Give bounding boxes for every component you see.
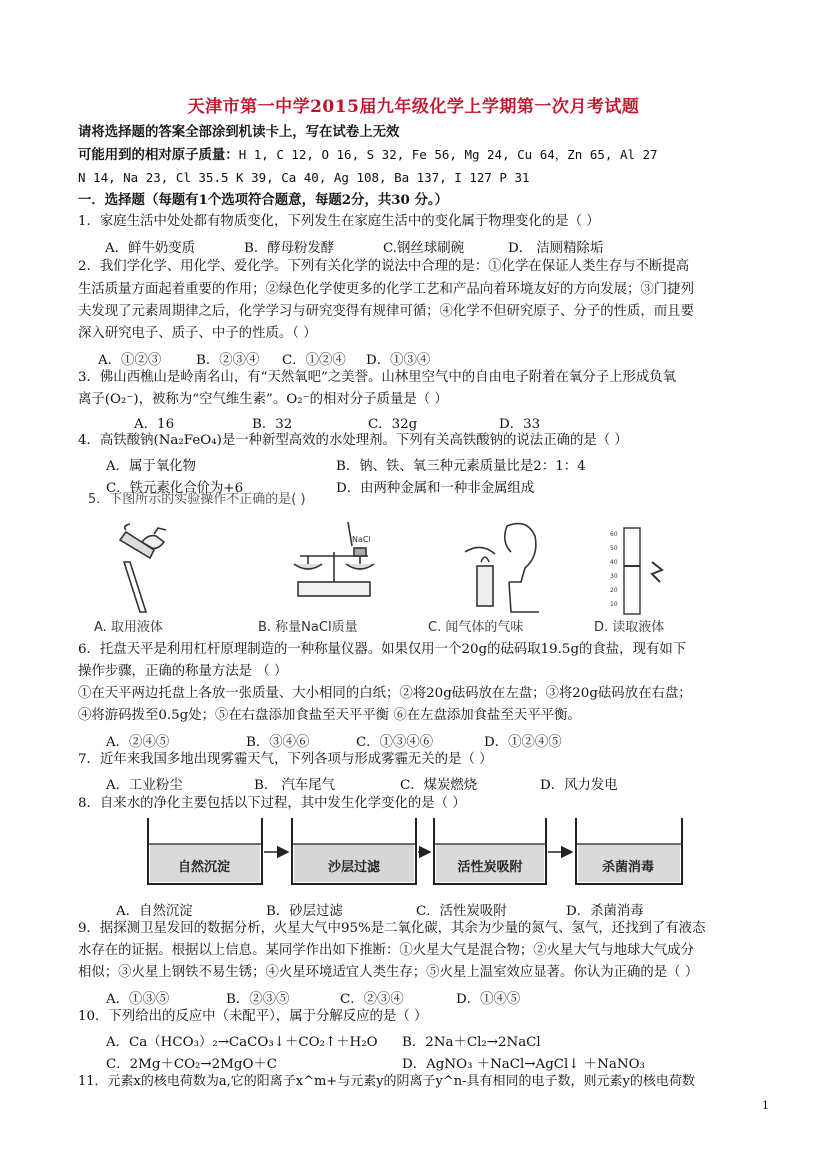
page-number: 1 xyxy=(762,1099,769,1112)
q4-option-a[interactable]: A．属于氧化物 xyxy=(106,459,197,474)
svg-text:60: 60 xyxy=(610,531,618,538)
q6-option-d[interactable]: D．①②④⑤ xyxy=(484,735,562,750)
q9-option-b[interactable]: B．②③⑤ xyxy=(226,992,290,1007)
question-6-line-3: ①在天平两边托盘上各放一张质量、大小相同的白纸；②将20g砝码放在左盘；③将20g砝码放在右盘； xyxy=(78,686,692,701)
q1-option-b[interactable]: B．酵母粉发酵 xyxy=(244,241,335,256)
q4-option-d[interactable]: D．由两种金属和一种非金属组成 xyxy=(336,481,535,496)
svg-text:20: 20 xyxy=(610,587,618,594)
q5-caption-d: D. 读取液体 xyxy=(594,620,665,635)
q10-option-a[interactable]: A．Ca（HCO₃）₂→CaCO₃↓＋CO₂↑＋H₂O xyxy=(106,1035,378,1050)
question-9-line-3: 相似；③火星上钢铁不易生锈；④火星环境适宜人类生存；⑤火星上温室效应显著。你认为正确的是（ ） xyxy=(78,965,699,980)
question-6-line-2: 操作步骤，正确的称量方法是 （ ） xyxy=(78,664,288,679)
atomic-mass-label: 可能用到的相对原子质量： xyxy=(78,147,239,163)
q7-option-c[interactable]: C．煤炭燃烧 xyxy=(400,778,478,793)
atomic-mass-line-1 xyxy=(78,147,658,164)
question-5-stem: 5．下图所示的实验操作不正确的是( ) xyxy=(88,492,306,507)
q2-option-d[interactable]: D．①③④ xyxy=(366,353,431,368)
figure-d-graduated-cylinder xyxy=(610,528,662,614)
q10-option-d[interactable]: D．AgNO₃ ＋NaCl→AgCl↓ ＋NaNO₃ xyxy=(402,1057,645,1072)
step-label-4: 杀菌消毒 xyxy=(601,860,655,875)
q8-purification-diagram xyxy=(146,814,686,890)
q5-lab-figures xyxy=(96,512,696,622)
q10-option-b[interactable]: B．2Na＋Cl₂→2NaCl xyxy=(402,1035,541,1050)
q2-option-b[interactable]: B．②③④ xyxy=(196,353,260,368)
question-3-line-2: 离子(O₂⁻)，被称为“空气维生素”。O₂⁻的相对分子质量是（ ） xyxy=(78,392,448,407)
q5-caption-c: C. 闻气体的气味 xyxy=(428,620,524,635)
question-7-stem: 7．近年来我国多地出现雾霾天气，下列各项与形成雾霾无关的是（ ） xyxy=(78,752,493,767)
question-2-line-1: 2．我们学化学、用化学、爱化学。下列有关化学的说法中合理的是：①化学在保证人类生存与不断提高 xyxy=(78,259,690,274)
q3-option-a[interactable]: A．16 xyxy=(134,417,175,432)
q1-option-a[interactable]: A．鲜牛奶变质 xyxy=(105,241,196,256)
q7-option-a[interactable]: A．工业粉尘 xyxy=(106,778,183,793)
question-11-stem: 11．元素x的核电荷数为a,它的阳离子x^m+与元素y的阴离子y^n-具有相同的电子数，则元素y的核电荷数 xyxy=(78,1074,695,1089)
q2-option-c[interactable]: C．①②④ xyxy=(282,353,346,368)
question-9-line-2: 水存在的证据。根据以上信息。某同学作出如下推断：①火星大气是混合物；②火星大气与地球大气成分 xyxy=(78,943,694,958)
q4-option-c[interactable]: C．铁元素化合价为+6 xyxy=(106,481,244,496)
q9-option-d[interactable]: D．①④⑤ xyxy=(456,992,521,1007)
nacl-label: NaCl xyxy=(352,535,371,544)
question-6-line-1: 6．托盘天平是利用杠杆原理制造的一种称量仪器。如果仅用一个20g的砝码取19.5g的食盐，现有如下 xyxy=(78,642,687,657)
q8-option-d[interactable]: D．杀菌消毒 xyxy=(566,904,644,919)
question-10-stem: 10．下列给出的反应中（未配平），属于分解反应的是（ ） xyxy=(78,1009,428,1024)
q1-option-c[interactable]: C.钢丝球刷碗 xyxy=(383,241,464,256)
question-4-stem: 4．高铁酸钠(Na₂FeO₄)是一种新型高效的水处理剂。下列有关高铁酸钠的说法正确的是（ ） xyxy=(78,433,628,448)
q10-option-c[interactable]: C．2Mg＋CO₂→2MgO＋C xyxy=(106,1057,278,1072)
question-9-line-1: 9．据探测卫星发回的数据分析，火星大气中95%是二氧化碳，其余为少量的氮气、氢气，还找到了有液态 xyxy=(78,921,706,936)
q6-option-a[interactable]: A．②④⑤ xyxy=(106,735,170,750)
svg-text:30: 30 xyxy=(610,573,618,580)
step-label-2: 沙层过滤 xyxy=(327,860,381,875)
question-2-line-3: 夫发现了元素周期律之后，化学学习与研究变得有规律可循；④化学不但研究原子、分子的性质，而且要 xyxy=(78,304,694,319)
q6-option-c[interactable]: C．①③④⑥ xyxy=(356,735,434,750)
question-3-line-1: 3．佛山西樵山是岭南名山，有“天然氧吧”之美誉。山林里空气中的自由电子附着在氧分子上形成负氧 xyxy=(78,370,677,385)
q9-option-c[interactable]: C．②③④ xyxy=(340,992,404,1007)
svg-text:50: 50 xyxy=(610,545,618,552)
q8-option-b[interactable]: B．砂层过滤 xyxy=(266,904,343,919)
section-heading: 一．选择题（每题有1个选项符合题意，每题2分，共30 分。） xyxy=(78,192,448,208)
question-6-line-4: ④将游码拨至0.5g处；⑤在右盘添加食盐至天平平衡 ⑥在左盘添加食盐至天平平衡。 xyxy=(78,708,581,723)
figure-c-smelling-gas xyxy=(465,524,539,612)
q4-option-b[interactable]: B．钠、铁、氧三种元素质量比是2：1：4 xyxy=(336,459,586,474)
question-1-stem: 1．家庭生活中处处都有物质变化，下列发生在家庭生活中的变化属于物理变化的是（ ） xyxy=(78,214,600,229)
figure-b-balance xyxy=(294,522,374,596)
q1-option-d[interactable]: D． 洁厕精除垢 xyxy=(508,241,604,256)
q5-caption-a: A. 取用液体 xyxy=(94,620,163,635)
q8-option-c[interactable]: C．活性炭吸附 xyxy=(416,904,507,919)
figure-a-pouring-liquid xyxy=(120,524,166,612)
q5-caption-b: B. 称量NaCl质量 xyxy=(258,620,358,635)
q9-option-a[interactable]: A．①③⑤ xyxy=(106,992,170,1007)
question-2-line-2: 生活质量方面起着重要的作用；②绿色化学使更多的化学工艺和产品向着环境友好的方向发展；③门捷列 xyxy=(78,282,694,297)
atomic-mass-values-1: H 1, C 12, O 16, S 32, Fe 56, Mg 24, Cu 64，Zn 65, Al 27 xyxy=(238,147,658,162)
q2-option-a[interactable]: A．①②③ xyxy=(98,353,162,368)
notice-text: 请将选择题的答案全部涂到机读卡上，写在试卷上无效 xyxy=(78,124,400,140)
q8-option-a[interactable]: A．自然沉淀 xyxy=(116,904,193,919)
step-label-1: 自然沉淀 xyxy=(177,860,231,875)
q3-option-c[interactable]: C．32g xyxy=(368,417,418,432)
svg-text:10: 10 xyxy=(610,601,618,608)
q7-option-d[interactable]: D．风力发电 xyxy=(540,778,618,793)
page-title: 天津市第一中学2015届九年级化学上学期第一次月考试题 xyxy=(187,97,640,117)
q7-option-b[interactable]: B． 汽车尾气 xyxy=(254,778,336,793)
q3-option-d[interactable]: D．33 xyxy=(499,417,541,432)
question-2-line-4: 深入研究电子、质子、中子的性质。（ ） xyxy=(78,326,317,341)
question-8-stem: 8．自来水的净化主要包括以下过程，其中发生化学变化的是（ ） xyxy=(78,796,466,811)
svg-text:40: 40 xyxy=(610,559,618,566)
q3-option-b[interactable]: B．32 xyxy=(252,417,293,432)
atomic-mass-line-2: N 14, Na 23, Cl 35.5 K 39, Ca 40, Ag 108, Ba 137, I 127 P 31 xyxy=(78,170,530,185)
q6-option-b[interactable]: B．③④⑥ xyxy=(246,735,310,750)
step-label-3: 活性炭吸附 xyxy=(457,860,523,875)
